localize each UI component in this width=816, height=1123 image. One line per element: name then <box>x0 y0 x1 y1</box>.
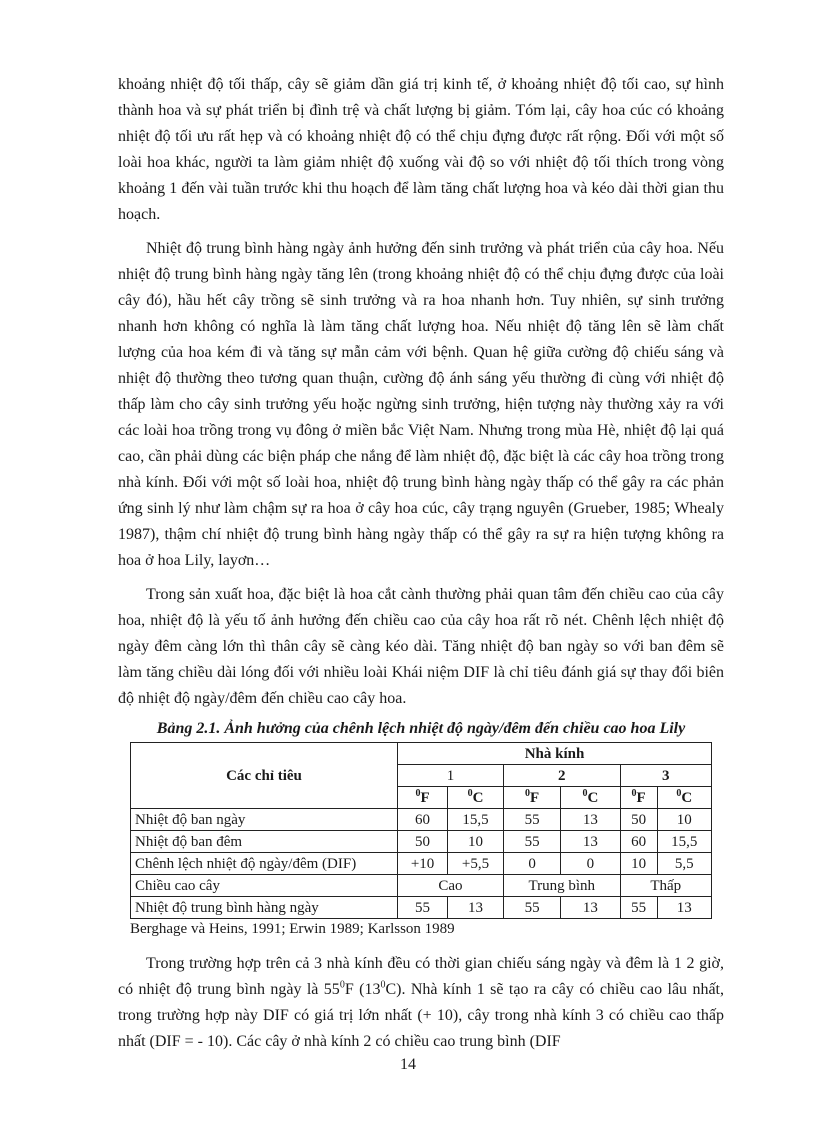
cell: 13 <box>561 831 620 853</box>
header-greenhouse: Nhà kính <box>398 743 712 765</box>
cell: 55 <box>503 831 560 853</box>
unit-f: $^0$F <box>398 787 448 809</box>
house-1: 1 <box>398 765 504 787</box>
cell: Cao <box>398 875 504 897</box>
unit-c: $^0$C <box>657 787 711 809</box>
cell: 55 <box>620 897 657 919</box>
table-row <box>131 897 712 919</box>
cell: 13 <box>448 897 504 919</box>
unit-c: $^0$C <box>448 787 504 809</box>
row-label: Chênh lệch nhiệt độ ngày/đêm (DIF) <box>131 853 398 875</box>
paragraph-4: Trong trường hợp trên cả 3 nhà kính đều có thời gian chiếu sáng ngày và đêm là 1 2 giờ, có nhiệt độ trung bình ngày là $55^0F$ $(13^0C)$. Nhà kính 1 sẽ tạo ra cây có chiều cao lâu nhất, trong trường hợp này DIF có giá trị lớn nhất (+ 10), cây trong nhà kính 3 có chiều cao thấp nhất (DIF = - 10). Các cây ở nhà kính 2 có chiều cao trung bình (DIF <box>118 955 724 1050</box>
cell: 13 <box>561 809 620 831</box>
cell: 60 <box>398 809 448 831</box>
cell: 55 <box>398 897 448 919</box>
header-criteria: Các chỉ tiêu <box>131 743 398 809</box>
cell: 60 <box>620 831 657 853</box>
unit-c: $^0$C <box>561 787 620 809</box>
table-row <box>131 809 712 831</box>
table-header-row <box>131 743 712 765</box>
house-3: 3 <box>620 765 711 787</box>
dif-table <box>130 742 712 919</box>
cell: 0 <box>503 853 560 875</box>
cell: Thấp <box>620 875 711 897</box>
cell: 55 <box>503 897 560 919</box>
table-row <box>131 831 712 853</box>
cell: 50 <box>620 809 657 831</box>
table-row <box>131 853 712 875</box>
page-number: 14 <box>400 1056 416 1073</box>
cell: +5,5 <box>448 853 504 875</box>
unit-f: $^0$F <box>503 787 560 809</box>
cell: 13 <box>657 897 711 919</box>
page-content <box>118 72 724 1055</box>
cell: 5,5 <box>657 853 711 875</box>
cell: 10 <box>657 809 711 831</box>
row-label: Chiều cao cây <box>131 875 398 897</box>
row-label: Nhiệt độ ban ngày <box>131 809 398 831</box>
row-label: Nhiệt độ trung bình hàng ngày <box>131 897 398 919</box>
cell: 55 <box>503 809 560 831</box>
cell: +10 <box>398 853 448 875</box>
paragraph-1: khoảng nhiệt độ tối thấp, cây sẽ giảm dần giá trị kinh tế, ở khoảng nhiệt độ tối cao, sự hình thành hoa và sự phát triển bị đình trệ và chất lượng bị giảm. Tóm lại, cây hoa cúc có khoảng nhiệt độ tối ưu rất hẹp và có khoảng nhiệt độ có thể chịu đựng được rất rộng. Đối với một số loài hoa khác, người ta làm giảm nhiệt độ xuống vài độ so với nhiệt độ tối thích trong vòng khoảng 1 đến vài tuần trước khi thu hoạch để làm tăng chất lượng hoa và kéo dài thời gian thu hoạch. <box>118 76 724 223</box>
cell: 50 <box>398 831 448 853</box>
paragraph-2: Nhiệt độ trung bình hàng ngày ảnh hưởng đến sinh trưởng và phát triển của cây hoa. Nếu nhiệt độ trung bình hàng ngày tăng lên (trong khoảng nhiệt độ có thể chịu đựng được của loài cây đó), hầu hết cây trồng sẽ sinh trưởng và ra hoa nhanh hơn. Tuy nhiên, sự sinh trưởng nhanh hơn không có nghĩa là làm tăng chất lượng hoa. Nếu nhiệt độ tăng lên sẽ làm chất lượng của hoa kém đi và tăng sự mẫn cảm với bệnh. Quan hệ giữa cường độ chiếu sáng và nhiệt độ thường theo tương quan thuận, cường độ ánh sáng yếu thường đi cùng với nhiệt độ thấp làm cho cây sinh trưởng yếu hoặc ngừng sinh trưởng, hiện tượng này thường xảy ra với các loài hoa trồng trong vụ đông ở miền bắc Việt Nam. Nhưng trong mùa Hè, nhiệt độ lại quá cao, cần phải dùng các biện pháp che nắng để làm nhiệt độ, đặc biệt là các cây hoa trồng trong nhà kính. Đối với một số loài hoa, nhiệt độ trung bình hàng ngày thấp có thể gây ra các phản ứng sinh lý như làm chậm sự ra hoa ở cây hoa cúc, cây trạng nguyên (Grueber, 1985; Whealy 1987), thậm chí nhiệt độ trung bình hàng ngày thấp có thể gây ra sự ra hiện tượng không ra hoa ở hoa Lily, layơn… <box>118 240 724 569</box>
table-source: Berghage và Heins, 1991; Erwin 1989; Karlsson 1989 <box>130 921 455 937</box>
paragraph-3: Trong sản xuất hoa, đặc biệt là hoa cắt cành thường phải quan tâm đến chiều cao của cây hoa, nhiệt độ là yếu tố ảnh hưởng đến chiều cao của cây hoa rất rõ nét. Chênh lệch nhiệt độ ngày đêm càng lớn thì thân cây sẽ càng kéo dài. Tăng nhiệt độ ban ngày so với ban đêm sẽ làm tăng chiều dài lóng đối với nhiều loài Khái niệm DIF là chỉ tiêu đánh giá sự thay đổi biên độ nhiệt độ ngày/đêm đến chiều cao cây hoa. <box>118 586 724 707</box>
cell: 0 <box>561 853 620 875</box>
cell: 10 <box>448 831 504 853</box>
cell: 15,5 <box>657 831 711 853</box>
house-2: 2 <box>503 765 620 787</box>
unit-f: $^0$F <box>620 787 657 809</box>
cell: 10 <box>620 853 657 875</box>
row-label: Nhiệt độ ban đêm <box>131 831 398 853</box>
table-row <box>131 875 712 897</box>
cell: 15,5 <box>448 809 504 831</box>
table-caption: Bảng 2.1. Ảnh hưởng của chênh lệch nhiệt độ ngày/đêm đến chiều cao hoa Lily <box>156 720 686 737</box>
cell: Trung bình <box>503 875 620 897</box>
cell: 13 <box>561 897 620 919</box>
